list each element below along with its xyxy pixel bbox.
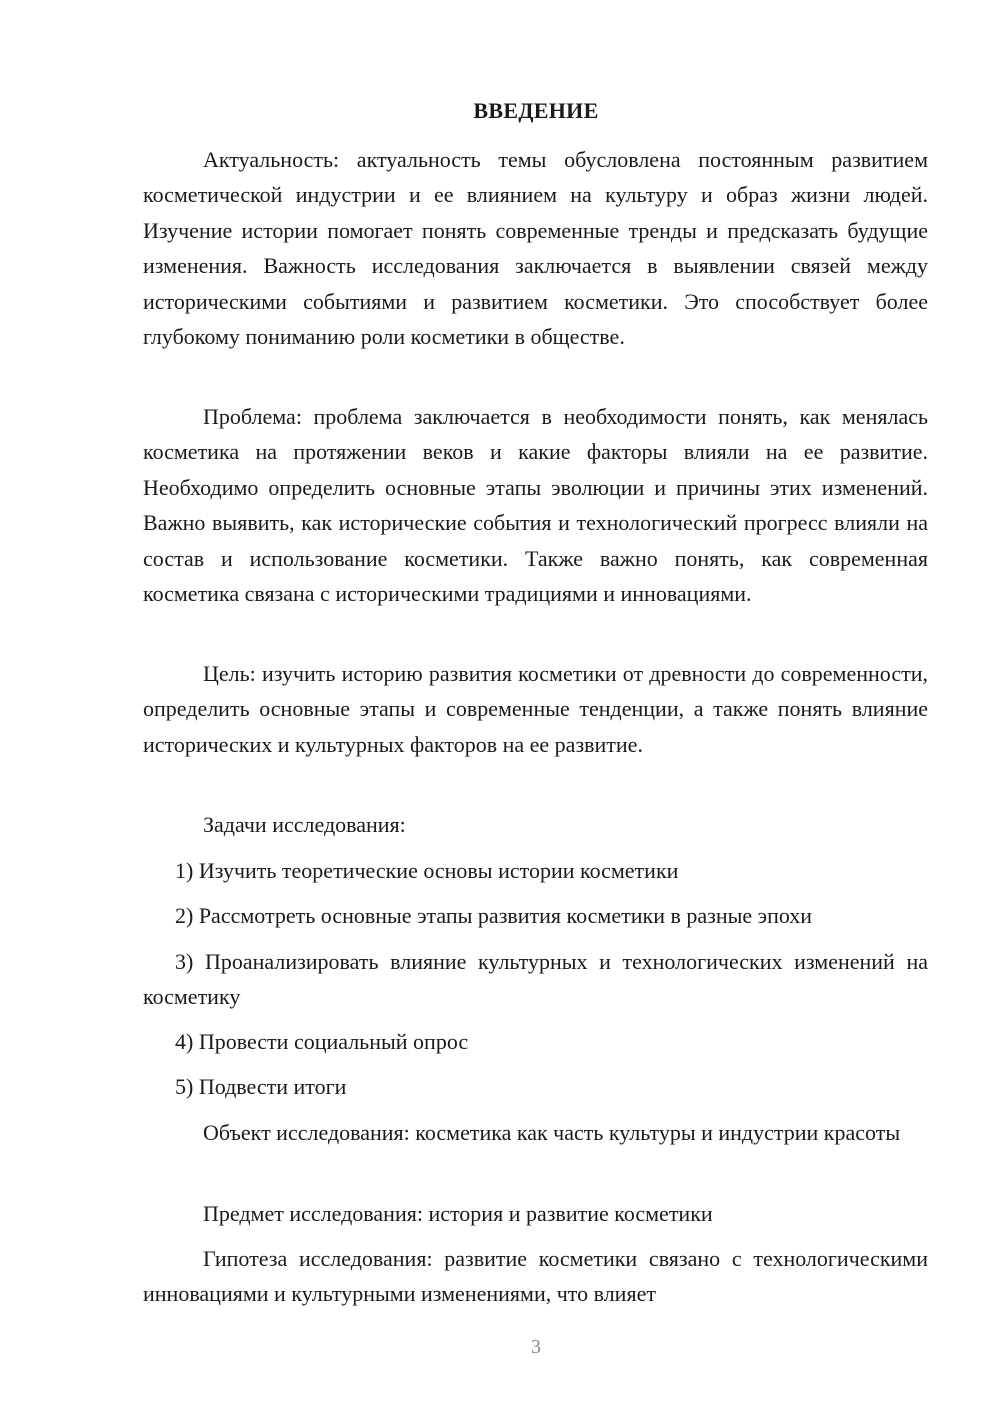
paragraph-hypothesis: Гипотеза исследования: развитие косметики связано с технологическими инновациями и культурными изменениями, что влияет — [143, 1246, 928, 1307]
task-item-1: 1) Изучить теоретические основы истории косметики — [175, 858, 679, 883]
task-item-5: 5) Подвести итоги — [175, 1074, 347, 1099]
paragraph-relevance: Актуальность: актуальность темы обусловлена постоянным развитием косметической индустрии и ее влиянием на культуру и образ жизни людей. Изучение истории помогает понять современные тренды и предсказать будущие изменения. Важность исследования заключается в выявлении связей между историческими событиями и развитием косметики. Это способствует более глубокому пониманию роли косметики в обществе. — [143, 147, 928, 350]
paragraph-problem: Проблема: проблема заключается в необходимости понять, как менялась косметика на протяжении веков и какие факторы влияли на ее развитие. Необходимо определить основные этапы эволюции и причины этих изменений. Важно выявить, как исторические события и технологический прогресс влияли на состав и использование косметики. Также важно понять, как современная косметика связана с историческими традициями и инновациями. — [143, 404, 928, 607]
tasks-heading: Задачи исследования: — [203, 812, 406, 837]
task-item-4: 4) Провести социальный опрос — [175, 1029, 469, 1054]
page-number: 3 — [531, 1336, 541, 1358]
paragraph-object: Объект исследования: косметика как часть культуры и индустрии красоты — [203, 1120, 901, 1145]
task-item-2: 2) Рассмотреть основные этапы развития косметики в разные эпохи — [175, 903, 813, 928]
task-item-3: 3) Проанализировать влияние культурных и технологических изменений на косметику — [143, 949, 928, 1010]
paragraph-goal: Цель: изучить историю развития косметики от древности до современности, определить основные этапы и современные тенденции, а также понять влияние исторических и культурных факторов на ее развитие. — [143, 661, 928, 757]
section-title: ВВЕДЕНИЕ — [473, 98, 599, 123]
paragraph-subject: Предмет исследования: история и развитие косметики — [203, 1201, 713, 1226]
